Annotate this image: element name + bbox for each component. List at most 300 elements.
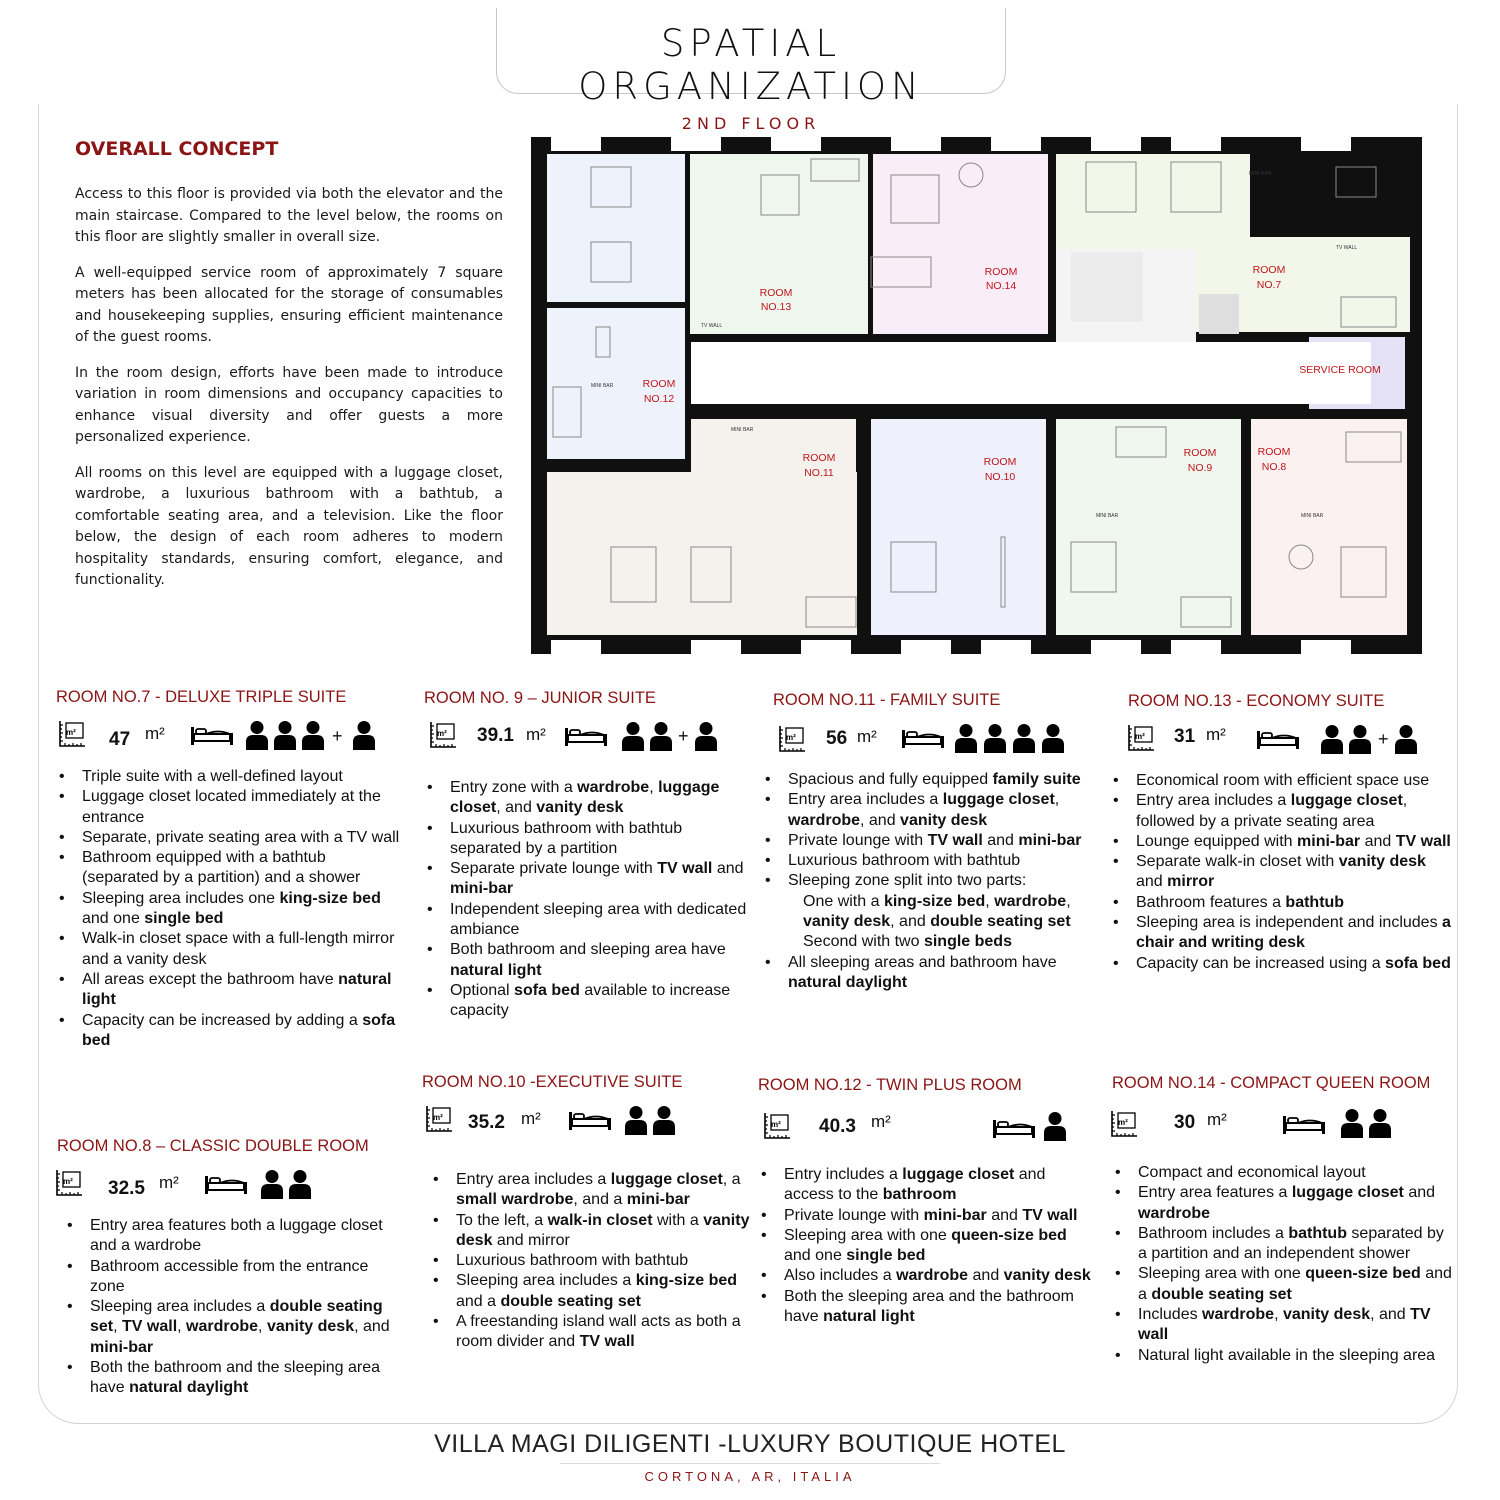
room-stats — [1112, 1105, 1457, 1145]
feature-highlight: natural daylight — [129, 1379, 249, 1397]
feature-item — [430, 1312, 752, 1353]
room-12-card — [758, 1076, 1093, 1327]
area-value: 30 — [1174, 1112, 1196, 1133]
room-label-12-no: NO.12 — [643, 393, 675, 405]
feature-text: , — [1274, 1306, 1283, 1324]
feature-highlight: TV wall — [927, 831, 983, 849]
hotel-location: CORTONA, AR, ITALIA — [644, 1469, 856, 1484]
feature-highlight: vanity desk — [456, 1211, 750, 1249]
minibar-label: MINI BAR — [1249, 171, 1272, 177]
feature-item — [56, 828, 401, 848]
room-stats — [422, 1104, 752, 1144]
area-unit: m² — [1206, 725, 1226, 744]
minibar-label: MINI BAR — [1301, 513, 1324, 519]
area-unit: m² — [521, 1109, 541, 1128]
feature-item — [762, 892, 1103, 933]
feature-text: Sleeping area is independent and includes — [1136, 914, 1443, 932]
area-unit: m² — [526, 725, 546, 744]
area-value: 32.5 — [108, 1178, 145, 1199]
feature-text: and a — [1138, 1265, 1452, 1303]
feature-highlight: king-size bed — [279, 889, 381, 907]
feature-text: Separate private lounge with — [450, 860, 658, 878]
feature-text: , a — [722, 1171, 741, 1188]
area-value: 56 — [826, 728, 848, 749]
concept-paragraph: All rooms on this level are equipped with a luggage closet, wardrobe, a luxurious bathroom with a bathtub, a comfortable seating area, and a television. Like the floor below, the design of each room adheres to modern hospitality standards, ensuring comfort, elegance, and functionality. — [75, 464, 503, 588]
room-label-12: ROOM — [642, 378, 676, 390]
feature-text: and access to the — [784, 1166, 1046, 1204]
room-stats — [1128, 723, 1453, 763]
feature-text: , — [113, 1318, 123, 1336]
area-icon — [762, 1111, 792, 1141]
feature-highlight: TV wall — [122, 1318, 178, 1336]
feature-text: A freestanding island wall acts as both a room divider and — [456, 1313, 741, 1351]
feature-text: , — [258, 1318, 267, 1336]
feature-text: Capacity can be increased by adding a — [82, 1011, 363, 1029]
feature-text: Includes — [1138, 1306, 1203, 1324]
feature-text: Independent sleeping area with dedicated ambiance — [450, 900, 747, 939]
room-label-7-no: NO.7 — [1256, 279, 1282, 291]
title-box — [496, 8, 1006, 133]
feature-text: , followed by a private seating area — [1136, 792, 1408, 830]
feature-highlight: queen-size bed — [1305, 1265, 1421, 1283]
area-icon — [424, 1104, 454, 1134]
guests-icon — [621, 721, 673, 751]
feature-text: All sleeping areas and bathroom have — [788, 953, 1057, 971]
plus-sign: + — [332, 726, 343, 746]
service-room-label: SERVICE ROOM — [1299, 364, 1381, 376]
feature-item — [64, 1358, 404, 1399]
feature-item — [1112, 1163, 1457, 1183]
feature-highlight: sofa bed — [514, 981, 580, 999]
feature-text: Capacity can be increased using a — [1136, 954, 1386, 972]
room-stats — [64, 1168, 404, 1208]
feature-text: and — [968, 1267, 1004, 1285]
area-value: 31 — [1174, 726, 1196, 747]
feature-highlight: luggage closet — [610, 1171, 723, 1188]
feature-item — [1110, 832, 1453, 852]
feature-text: Sleeping area with one — [1138, 1265, 1306, 1283]
feature-highlight: mini-bar — [923, 1206, 987, 1224]
feature-item — [762, 790, 1103, 831]
feature-text: and one — [784, 1247, 847, 1265]
feature-item — [762, 953, 1103, 994]
feature-item — [762, 871, 1103, 891]
feature-highlight: wardrobe — [1138, 1204, 1211, 1222]
feature-text: Luxurious bathroom with bathtub separated by a partition — [450, 819, 683, 857]
feature-text: , — [1054, 791, 1060, 809]
svg-text:m²: m² — [63, 1177, 73, 1186]
feature-item — [430, 1170, 752, 1211]
feature-item — [1110, 893, 1453, 913]
feature-text: and one — [82, 910, 145, 928]
feature-text: Luxurious bathroom with bathtub — [456, 1252, 689, 1270]
feature-text: Entry area includes a — [1136, 792, 1291, 810]
feature-text: with a — [652, 1211, 704, 1229]
room-title: ROOM NO.8 – CLASSIC DOUBLE ROOM — [57, 1137, 369, 1155]
area-value: 47 — [109, 729, 131, 750]
feature-text: Bathroom equipped with a bathtub (separated by a partition) and a shower — [82, 849, 361, 887]
feature-highlight: mini-bar — [626, 1191, 690, 1209]
bed-icon — [992, 1115, 1036, 1139]
feature-text: Entry zone with a — [450, 779, 578, 796]
room-label-14: ROOM — [984, 266, 1018, 278]
feature-highlight: bathroom — [882, 1186, 957, 1204]
bed-icon — [204, 1171, 248, 1195]
feature-text: and — [712, 860, 744, 878]
page-title: SPATIAL ORGANIZATION — [578, 22, 924, 108]
feature-text: and — [1136, 873, 1168, 891]
extra-guest-icon — [1394, 724, 1418, 754]
svg-text:m²: m² — [771, 1120, 781, 1129]
room-label-8-no: NO.8 — [1261, 461, 1287, 473]
feature-item — [430, 1211, 752, 1252]
feature-highlight: a chair and writing desk — [1136, 914, 1451, 952]
feature-text: and — [986, 1206, 1023, 1224]
feature-highlight: small wardrobe — [456, 1191, 574, 1209]
room-title: ROOM NO.10 -EXECUTIVE SUITE — [422, 1073, 683, 1091]
feature-highlight: vanity desk — [1003, 1267, 1091, 1285]
area-icon — [54, 1168, 84, 1198]
floor-plan — [531, 137, 1422, 654]
room-title: ROOM NO. 9 – JUNIOR SUITE — [424, 689, 656, 707]
plus-sign: + — [678, 726, 689, 746]
feature-highlight: natural light — [82, 970, 392, 1009]
feature-text: and — [1360, 832, 1396, 850]
feature-highlight: TV wall — [579, 1333, 635, 1351]
feature-highlight: vanity desk — [536, 799, 624, 817]
feature-text: Both the sleeping area and the bathroom have — [784, 1287, 1074, 1326]
hotel-name: VILLA MAGI DILIGENTI -LUXURY BOUTIQUE HOTEL — [434, 1430, 1066, 1458]
feature-text: Sleeping zone split into two parts: — [788, 872, 1027, 890]
room-10-card — [422, 1073, 752, 1353]
feature-text: Private lounge with — [788, 831, 928, 849]
bed-icon — [1282, 1111, 1326, 1135]
feature-item — [424, 900, 754, 941]
feature-item — [56, 787, 401, 828]
feature-text: Sleeping area includes a — [456, 1272, 636, 1290]
feature-item — [762, 831, 1103, 851]
area-unit: m² — [159, 1173, 179, 1192]
feature-item — [56, 767, 401, 787]
feature-text: , and — [1370, 1306, 1411, 1324]
feature-highlight: sofa bed — [82, 1011, 396, 1049]
feature-highlight: luggage closet — [902, 1166, 1015, 1183]
feature-item — [758, 1165, 1093, 1206]
room-13-card — [1128, 692, 1453, 974]
room-label-9-no: NO.9 — [1187, 462, 1213, 474]
room-stats — [424, 720, 754, 760]
feature-highlight: mini-bar — [1297, 832, 1361, 850]
room-label-13-no: NO.13 — [760, 301, 792, 313]
room-title: ROOM NO.7 - DELUXE TRIPLE SUITE — [56, 688, 347, 706]
feature-highlight: luggage closet — [450, 779, 720, 817]
feature-highlight: bathtub — [1285, 893, 1345, 911]
feature-item — [758, 1206, 1093, 1226]
room-11-card — [773, 691, 1103, 993]
feature-text: One with a — [803, 892, 884, 910]
room-label-9: ROOM — [1183, 447, 1217, 459]
area-icon — [57, 719, 87, 749]
area-icon — [1126, 723, 1156, 753]
feature-text: Bathroom includes a — [1138, 1224, 1289, 1242]
feature-text: available to increase capacity — [450, 981, 731, 1020]
feature-highlight: king-size bed — [883, 892, 986, 910]
feature-highlight: queen-size bed — [951, 1226, 1067, 1244]
feature-item — [64, 1297, 404, 1358]
feature-text: , and — [860, 811, 901, 829]
room-9-card — [424, 689, 754, 1022]
feature-highlight: TV wall — [657, 860, 713, 878]
feature-text: Entry area includes a — [788, 791, 943, 809]
tv-wall-label: TV WALL — [1336, 245, 1358, 251]
feature-list — [758, 1165, 1093, 1327]
feature-text: Luggage closet located immediately at the entrance — [82, 788, 381, 826]
feature-item — [762, 932, 1103, 952]
feature-text: Natural light available in the sleeping area — [1138, 1346, 1436, 1364]
room-7-card — [56, 688, 401, 1051]
feature-item — [64, 1257, 404, 1298]
feature-item — [56, 929, 401, 970]
feature-text: Both bathroom and sleeping area have — [450, 941, 726, 959]
concept-paragraph: In the room design, efforts have been made to introduce variation in room dimensions and occupancy capacities to enhance visual diversity and offer guests a more personalized experience. — [75, 364, 503, 445]
feature-highlight: TV wall — [1138, 1306, 1431, 1344]
svg-text:m²: m² — [437, 729, 447, 738]
feature-item — [762, 770, 1103, 790]
feature-highlight: mini-bar — [450, 880, 514, 898]
page-subtitle: 2ND FLOOR — [681, 114, 821, 133]
feature-item — [424, 981, 754, 1022]
feature-text: , and — [496, 799, 537, 817]
feature-text: separated by a partition and an independent shower — [1138, 1224, 1444, 1263]
feature-highlight: wardrobe — [577, 779, 650, 796]
feature-item — [424, 859, 754, 900]
feature-text: Sleeping area includes one — [82, 889, 280, 907]
room-8-card — [57, 1137, 404, 1399]
feature-item — [1110, 913, 1453, 954]
feature-text: Luxurious bathroom with bathtub — [788, 852, 1021, 870]
tv-wall-label: TV WALL — [701, 323, 723, 329]
extra-guest-icon — [352, 720, 376, 750]
feature-list — [422, 1170, 752, 1353]
room-stats — [773, 722, 1103, 762]
concept-text — [75, 184, 503, 606]
area-unit: m² — [145, 724, 165, 743]
room-stats — [758, 1107, 1093, 1147]
feature-text: Entry area features both a luggage closet and a wardrobe — [90, 1217, 383, 1255]
feature-highlight: mini-bar — [90, 1338, 154, 1356]
feature-highlight: TV wall — [1395, 832, 1451, 850]
feature-text: Entry area includes a — [456, 1171, 611, 1188]
feature-highlight: bathtub — [1288, 1224, 1347, 1242]
guests-icon — [1320, 724, 1372, 754]
area-unit: m² — [871, 1112, 891, 1131]
room-label-10-no: NO.10 — [984, 471, 1016, 483]
feature-text: Compact and economical layout — [1138, 1164, 1366, 1181]
feature-item — [56, 889, 401, 930]
feature-text: Also includes a — [784, 1267, 897, 1285]
room-title: ROOM NO.14 - COMPACT QUEEN ROOM — [1112, 1074, 1431, 1092]
guests-icon — [245, 720, 341, 750]
feature-text: , and a — [573, 1191, 627, 1209]
feature-item — [424, 778, 754, 819]
feature-highlight: wardrobe — [994, 892, 1067, 910]
feature-text: Sleeping area includes a — [90, 1298, 270, 1316]
feature-highlight: sofa bed — [1385, 954, 1451, 972]
concept-heading: OVERALL CONCEPT — [75, 138, 279, 160]
feature-text: To the left, a — [456, 1211, 548, 1229]
feature-item — [1112, 1264, 1457, 1305]
feature-highlight: vanity desk — [1338, 853, 1426, 871]
extra-guest-icon — [694, 721, 718, 751]
bed-icon — [1256, 726, 1300, 750]
feature-item — [1110, 954, 1453, 974]
room-label-7: ROOM — [1252, 264, 1286, 276]
room-label-11-no: NO.11 — [804, 467, 834, 479]
minibar-label: MINI BAR — [731, 427, 754, 433]
feature-item — [1110, 771, 1453, 791]
feature-text: Entry includes a — [784, 1166, 903, 1183]
feature-highlight: mirror — [1167, 873, 1215, 891]
feature-text: Both the bathroom and the sleeping area have — [90, 1359, 380, 1397]
feature-highlight: natural daylight — [788, 973, 908, 991]
bed-icon — [564, 723, 608, 747]
feature-highlight: wardrobe — [896, 1267, 969, 1285]
feature-text: Separate walk-in closet with — [1136, 853, 1339, 871]
feature-text: , — [1066, 892, 1071, 910]
bed-icon — [568, 1107, 612, 1131]
feature-list — [1110, 771, 1453, 974]
feature-text: Walk-in closet space with a full-length mirror and a vanity desk — [82, 930, 395, 968]
room-title: ROOM NO.11 - FAMILY SUITE — [773, 691, 1001, 709]
feature-highlight: double seating set — [1151, 1285, 1292, 1303]
feature-text: Separate, private seating area with a TV wall — [82, 828, 400, 846]
feature-highlight: wardrobe — [186, 1318, 259, 1336]
area-icon — [1109, 1109, 1139, 1139]
feature-text: Spacious and fully equipped — [788, 771, 993, 788]
feature-text: and — [1403, 1184, 1436, 1202]
feature-item — [1112, 1183, 1457, 1224]
feature-text: All areas except the bathroom have — [82, 970, 339, 988]
svg-text:m²: m² — [786, 733, 796, 742]
bed-icon — [901, 725, 945, 749]
svg-text:m²: m² — [1118, 1118, 1128, 1127]
concept-paragraph: A well-equipped service room of approximately 7 square meters has been allocated for the storage of consumables and housekeeping supplies, ensuring efficient maintenance of the guest rooms. — [75, 264, 503, 345]
room-label-8: ROOM — [1257, 446, 1291, 458]
room-title: ROOM NO.12 - TWIN PLUS ROOM — [758, 1076, 1022, 1094]
feature-item — [424, 819, 754, 860]
area-unit: m² — [857, 727, 877, 746]
svg-text:m²: m² — [433, 1113, 443, 1122]
feature-text: Economical room with efficient space use — [1136, 772, 1430, 789]
feature-list — [64, 1216, 404, 1399]
feature-list — [424, 778, 754, 1022]
area-value: 40.3 — [819, 1116, 856, 1137]
feature-item — [758, 1226, 1093, 1267]
feature-text: Lounge equipped with — [1136, 832, 1298, 850]
feature-text: Sleeping area with one — [784, 1226, 952, 1244]
feature-highlight: double seating set — [500, 1292, 641, 1310]
feature-item — [1110, 791, 1453, 832]
feature-item — [56, 1011, 401, 1052]
plus-sign: + — [1378, 729, 1389, 749]
feature-text: Triple suite with a well-defined layout — [82, 768, 343, 785]
feature-text: Bathroom features a — [1136, 893, 1286, 911]
room-label-14-no: NO.14 — [985, 280, 1017, 292]
feature-highlight: vanity desk — [803, 913, 891, 931]
feature-highlight: double seating set — [930, 913, 1071, 931]
svg-text:m²: m² — [66, 728, 76, 737]
feature-item — [1110, 852, 1453, 893]
feature-text: Second with two — [803, 933, 924, 951]
room-stats — [56, 719, 401, 759]
feature-highlight: walk-in closet — [547, 1211, 653, 1229]
footer-divider — [560, 1463, 940, 1464]
room-label-13: ROOM — [759, 287, 793, 299]
feature-text: Private lounge with — [784, 1206, 924, 1224]
feature-highlight: single beds — [923, 933, 1012, 951]
guests-icon — [954, 723, 1066, 753]
feature-item — [430, 1251, 752, 1271]
feature-text: , — [177, 1318, 187, 1336]
feature-highlight: natural light — [450, 961, 542, 979]
area-icon — [777, 724, 807, 754]
feature-item — [56, 970, 401, 1011]
minibar-label: MINI BAR — [591, 383, 614, 389]
feature-highlight: single bed — [144, 910, 224, 928]
feature-list — [762, 770, 1103, 993]
room-title: ROOM NO.13 - ECONOMY SUITE — [1128, 692, 1385, 710]
feature-highlight: vanity desk — [266, 1318, 355, 1336]
feature-item — [762, 851, 1103, 871]
feature-highlight: wardrobe — [788, 811, 861, 829]
concept-paragraph: Access to this floor is provided via both the elevator and the main staircase. Compared to the level below, the rooms on this floor are slightly smaller in overall size. — [75, 186, 503, 245]
feature-text: , and — [890, 913, 931, 931]
guests-icon — [1043, 1111, 1067, 1141]
feature-list — [56, 767, 401, 1051]
guests-icon — [624, 1105, 676, 1135]
feature-highlight: mini-bar — [1018, 831, 1082, 849]
minibar-label: MINI BAR — [1096, 513, 1119, 519]
area-unit: m² — [1207, 1110, 1227, 1129]
svg-text:m²: m² — [1135, 732, 1145, 741]
feature-highlight: family suite — [992, 771, 1081, 788]
feature-highlight: luggage closet — [1290, 792, 1403, 810]
feature-text: , and — [354, 1318, 390, 1336]
feature-text: Optional — [450, 981, 515, 999]
feature-highlight: double seating set — [90, 1298, 383, 1336]
feature-text: Entry area features a — [1138, 1184, 1292, 1202]
room-14-card — [1112, 1074, 1457, 1366]
feature-text: Bathroom accessible from the entrance zone — [90, 1257, 369, 1295]
feature-text: and — [982, 831, 1019, 849]
bed-icon — [190, 722, 234, 746]
feature-highlight: natural light — [823, 1308, 915, 1326]
room-label-11: ROOM — [802, 452, 836, 464]
feature-item — [758, 1287, 1093, 1328]
feature-item — [64, 1216, 404, 1257]
feature-highlight: TV wall — [1022, 1206, 1078, 1224]
area-value: 35.2 — [468, 1112, 505, 1133]
feature-item — [424, 940, 754, 981]
feature-highlight: luggage closet — [942, 791, 1055, 809]
feature-item — [1112, 1346, 1457, 1366]
feature-item — [758, 1266, 1093, 1286]
feature-highlight: king-size bed — [635, 1272, 738, 1290]
guests-icon — [1340, 1108, 1392, 1138]
feature-text: and a — [456, 1292, 501, 1310]
feature-list — [1112, 1163, 1457, 1366]
feature-text: , — [649, 779, 659, 796]
